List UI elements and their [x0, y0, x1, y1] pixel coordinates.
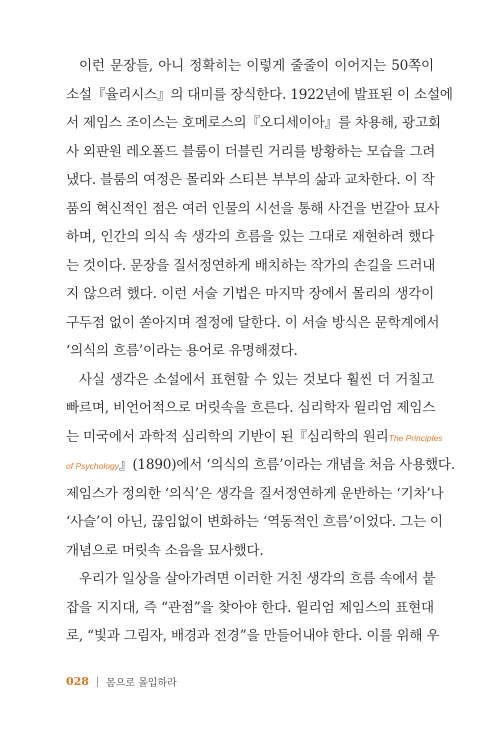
text-line-segment: 는 미국에서 과학적 심리학의 기반이 된『심리학의 원리: [66, 428, 389, 445]
text-line: 잡을 지지대, 즉 “관점”을 찾아야 한다. 윌리엄 제임스의 표현대: [66, 599, 434, 616]
text-line: 하며, 인간의 의식 속 생각의 흐름을 있는 그대로 재현하려 했다: [66, 229, 434, 245]
text-line: 사실 생각은 소설에서 표현할 수 있는 것보다 훨씬 더 거칠고: [79, 371, 434, 388]
text-line: 이런 문장들, 아니 정확히는 이렇게 줄줄이 이어지는 50쪽이: [79, 58, 434, 74]
text-line: ‘의식의 흐름’이라는 용어로 유명해졌다.: [66, 343, 298, 359]
text-line: [66, 423, 443, 452]
english-book-title: of Psychology: [66, 461, 119, 471]
footer-divider: [97, 677, 98, 687]
text-line: 품의 혁신적인 점은 여러 인물의 시선을 통해 사건을 번갈아 묘사: [66, 200, 440, 217]
text-line: 개념으로 머릿속 소음을 묘사했다.: [66, 542, 264, 559]
english-book-title: The Principles: [388, 432, 443, 443]
text-line: ‘사슬’이 아닌, 끊임없이 변화하는 ‘역동적인 흐름’이었다. 그는 이: [66, 514, 443, 530]
text-line: 사 외판원 레오폴드 블룸이 더블린 거리를 방황하는 모습을 그려: [66, 143, 436, 160]
paragraph: [66, 565, 440, 651]
text-line: 지 않으려 했다. 이런 서술 기법은 마지막 장에서 몰리의 생각이: [66, 286, 434, 302]
chapter-title: 몸으로 몰입하라: [105, 678, 177, 689]
text-line: 제임스가 정의한 ‘의식’은 생각을 질서정연하게 운반하는 ‘기차’나: [66, 485, 444, 502]
text-line: 는 것이다. 문장을 질서정연하게 배치하는 작가의 손길을 드러내: [66, 257, 436, 274]
text-line: 서 제임스 조이스는 호메로스의『오디세이아』를 차용해, 광고회: [66, 115, 441, 131]
page-number: 028: [66, 675, 89, 688]
paragraph: [66, 52, 453, 366]
page-body: [66, 52, 455, 651]
text-line: 로, “빛과 그림자, 배경과 전경”을 만들어내야 한다. 이를 위해 우: [66, 628, 440, 644]
text-line: 냈다. 블룸의 여정은 몰리와 스티븐 부부의 삶과 교차한다. 이 작: [66, 172, 435, 188]
page-footer: [66, 674, 177, 689]
text-line: 우리가 일상을 살아가려면 이러한 거친 생각의 흐름 속에서 붙: [79, 571, 436, 587]
text-line: 소설『율리시스』의 대미를 장식한다. 1922년에 발표된 이 소설에: [66, 86, 453, 103]
text-line: [66, 451, 455, 480]
text-line: 구두점 없이 쏟아지며 절정에 달한다. 이 서술 방식은 문학계에서: [66, 314, 440, 331]
paragraph: [66, 366, 455, 566]
text-line-segment: 』(1890)에서 ‘의식의 흐름’이라는 개념을 처음 사용했다.: [118, 457, 455, 473]
text-line: 빠르며, 비언어적으로 머릿속을 흐른다. 심리학자 윌리엄 제임스: [66, 400, 436, 416]
